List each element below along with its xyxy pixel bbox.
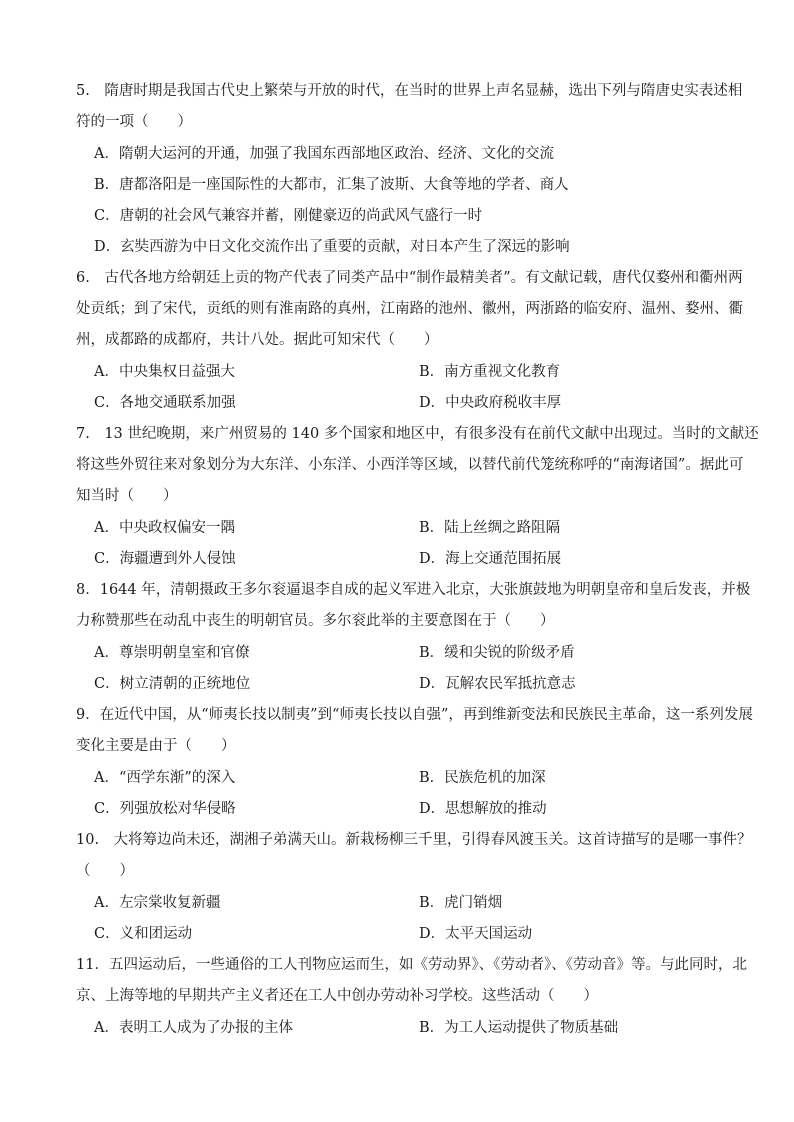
question-6-stem-line-2: 处贡纸；到了宋代，贡纸的则有淮南路的真州，江南路的池州、徽州，两浙路的临安府、温州、婺州、衢	[76, 301, 743, 317]
question-5-option-b: B．唐都洛阳是一座国际性的大都市，汇集了波斯、大食等地的学者、商人	[94, 177, 569, 193]
question-5-option-a: A．隋朝大运河的开通，加强了我国东西部地区政治、经济、文化的交流	[94, 146, 554, 162]
question-10-option-c: C．义和团运动	[94, 926, 193, 942]
question-9-option-d: D．思想解放的推动	[419, 801, 547, 817]
question-7-stem-line-3: 知当时（ ）	[76, 488, 178, 504]
question-10-option-d: D．太平天国运动	[419, 926, 533, 942]
question-5-option-d: D．玄奘西游为中日文化交流作出了重要的贡献，对日本产生了深远的影响	[94, 239, 570, 255]
question-5-stem-line-2: 符的一项（ ）	[76, 114, 192, 130]
question-10-option-a: A．左宗棠收复新疆	[94, 895, 221, 911]
question-7-option-a: A．中央政权偏安一隅	[94, 520, 235, 536]
question-7-option-c: C．海疆遭到外人侵蚀	[94, 551, 236, 567]
question-11-stem-line-2: 京、上海等地的早期共产主义者还在工人中创办劳动补习学校。这些活动（ ）	[76, 988, 598, 1004]
question-8-option-b: B．缓和尖锐的阶级矛盾	[419, 645, 575, 661]
question-5-option-c: C．唐朝的社会风气兼容并蓄，刚健豪迈的尚武风气盛行一时	[94, 208, 483, 224]
question-11-option-a: A．表明工人成为了办报的主体	[94, 1020, 293, 1036]
question-6-stem-line-1: 6. 古代各地方给朝廷上贡的物产代表了同类产品中“制作最精美者”。有文献记载，唐代仅婺州和衢州两	[76, 270, 743, 286]
question-9-stem-line-1: 9．在近代中国，从“师夷长技以制夷”到“师夷长技以自强”，再到维新变法和民族民主革命，这一系列发展	[76, 707, 753, 723]
question-8-option-a: A．尊崇明朝皇室和官僚	[94, 645, 250, 661]
question-6-option-a: A．中央集权日益强大	[94, 364, 235, 380]
question-7-stem-line-2: 将这些外贸往来对象划分为大东洋、小东洋、小西洋等区域，以替代前代笼统称呼的“南海诸国”。据此可	[76, 457, 744, 473]
question-10-option-b: B．虎门销烟	[419, 895, 503, 911]
question-6-option-c: C．各地交通联系加强	[94, 395, 236, 411]
question-7-stem-line-1: 7. 13 世纪晚期，来广州贸易的 140 多个国家和地区中，有很多没有在前代文献中出现过。当时的文献还	[76, 426, 759, 442]
question-11-option-b: B．为工人运动提供了物质基础	[419, 1020, 619, 1036]
question-10-stem-line-1: 10. 大将筹边尚未还，湖湘子弟满天山。新栽杨柳三千里，引得春风渡玉关。这首诗描写的是哪一事件？	[76, 832, 752, 848]
question-10-stem-line-2: （ ）	[76, 863, 134, 879]
question-8-option-c: C．树立清朝的正统地位	[94, 676, 251, 692]
question-8-option-d: D．瓦解农民军抵抗意志	[419, 676, 576, 692]
question-6-option-b: B．南方重视文化教育	[419, 364, 561, 380]
question-9-option-a: A．“西学东渐”的深入	[94, 770, 236, 786]
question-7-option-d: D．海上交通范围拓展	[419, 551, 562, 567]
question-8-stem-line-1: 8．1644 年，清朝摄政王多尔衮逼退李自成的起义军进入北京，大张旗鼓地为明朝皇帝和皇后发丧，并极	[76, 582, 751, 598]
question-9-option-c: C．列强放松对华侵略	[94, 801, 236, 817]
question-6-stem-line-3: 州，成都路的成都府，共计八处。据此可知宋代（ ）	[76, 332, 439, 348]
question-11-stem-line-1: 11．五四运动后，一些通俗的工人刊物应运而生，如《劳动界》、《劳动者》、《劳动音》等。与此同时，北	[76, 957, 747, 973]
question-8-stem-line-2: 力称赞那些在动乱中丧生的明朝官员。多尔衮此举的主要意图在于（ ）	[76, 613, 555, 629]
question-6-option-d: D．中央政府税收丰厚	[419, 395, 562, 411]
question-9-stem-line-2: 变化主要是由于（ ）	[76, 738, 236, 754]
question-9-option-b: B．民族危机的加深	[419, 770, 546, 786]
question-7-option-b: B．陆上丝绸之路阻隔	[419, 520, 561, 536]
question-5-stem-line-1: 5. 隋唐时期是我国古代史上繁荣与开放的时代，在当时的世界上声名显赫，选出下列与隋唐史实表述相	[76, 83, 743, 99]
